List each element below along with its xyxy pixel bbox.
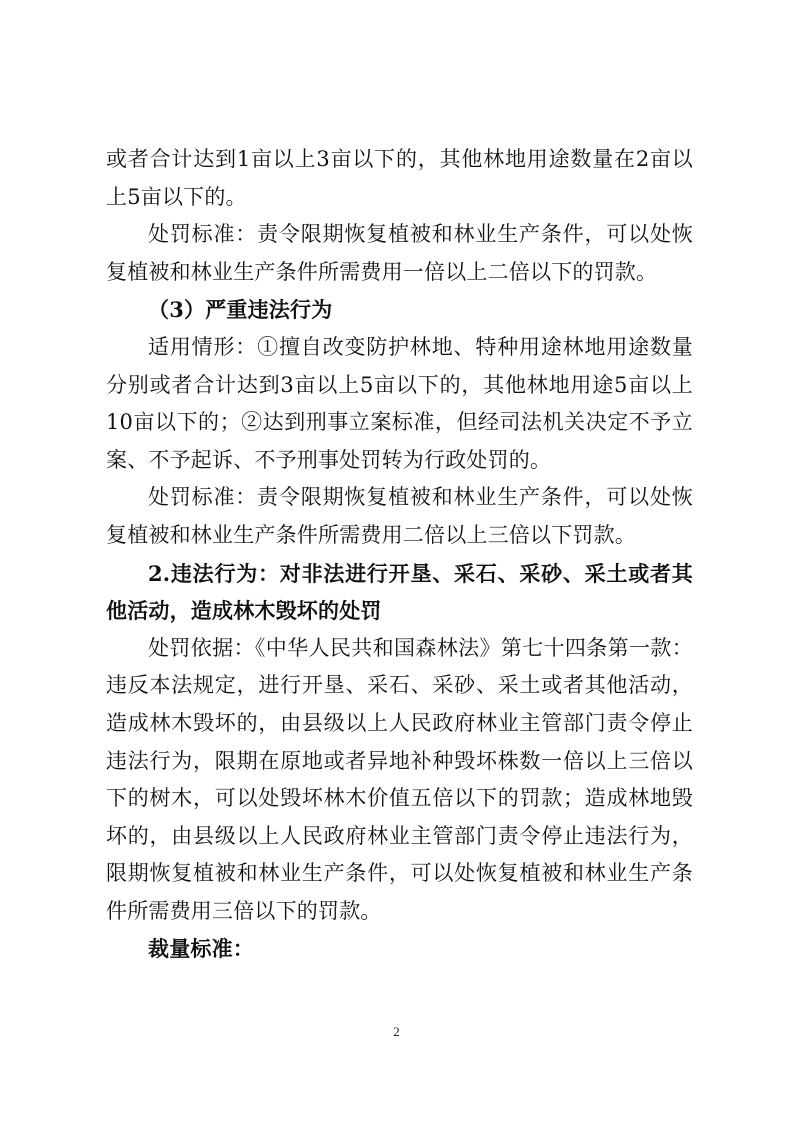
paragraph-penalty-standard-1: 处罚标准：责令限期恢复植被和林业生产条件，可以处恢复植被和林业生产条件所需费用一倍以上二倍以下的罚款。 <box>106 222 693 284</box>
paragraph-continuation: 或者合计达到1亩以上3亩以下的，其他林地用途数量在2亩以上5亩以下的。 <box>106 147 693 209</box>
heading-discretion-standard: 裁量标准： <box>148 936 254 962</box>
heading-violation-2: 2.违法行为：对非法进行开垦、采石、采砂、采土或者其他活动，造成林木毁坏的处罚 <box>106 560 693 624</box>
paragraph-applicable-circumstances: 适用情形：①擅自改变防护林地、特种用途林地用途数量分别或者合计达到3亩以上5亩以下的，其他林地用途5亩以上10亩以下的；②达到刑事立案标准，但经司法机关决定不予立案、不予起诉、不予刑事处罚转为行政处罚的。 <box>106 334 693 472</box>
paragraph-penalty-standard-2: 处罚标准：责令限期恢复植被和林业生产条件，可以处恢复植被和林业生产条件所需费用二倍以上三倍以下罚款。 <box>106 485 693 547</box>
page-number: 2 <box>393 1024 400 1039</box>
paragraph-penalty-basis: 处罚依据：《中华人民共和国森林法》第七十四条第一款：违反本法规定，进行开垦、采石、采砂、采土或者其他活动，造成林木毁坏的，由县级以上人民政府林业主管部门责令停止违法行为，限期在原地或者异地补种毁坏株数一倍以上三倍以下的树木，可以处毁坏林木价值五倍以下的罚款；造成林地毁坏的，由县级以上人民政府林业主管部门责令停止违法行为，限期恢复植被和林业生产条件，可以处恢复植被和林业生产条件所需费用三倍以下的罚款。 <box>106 635 693 923</box>
document-body <box>106 141 693 968</box>
heading-serious-violation: （3）严重违法行为 <box>148 297 333 323</box>
